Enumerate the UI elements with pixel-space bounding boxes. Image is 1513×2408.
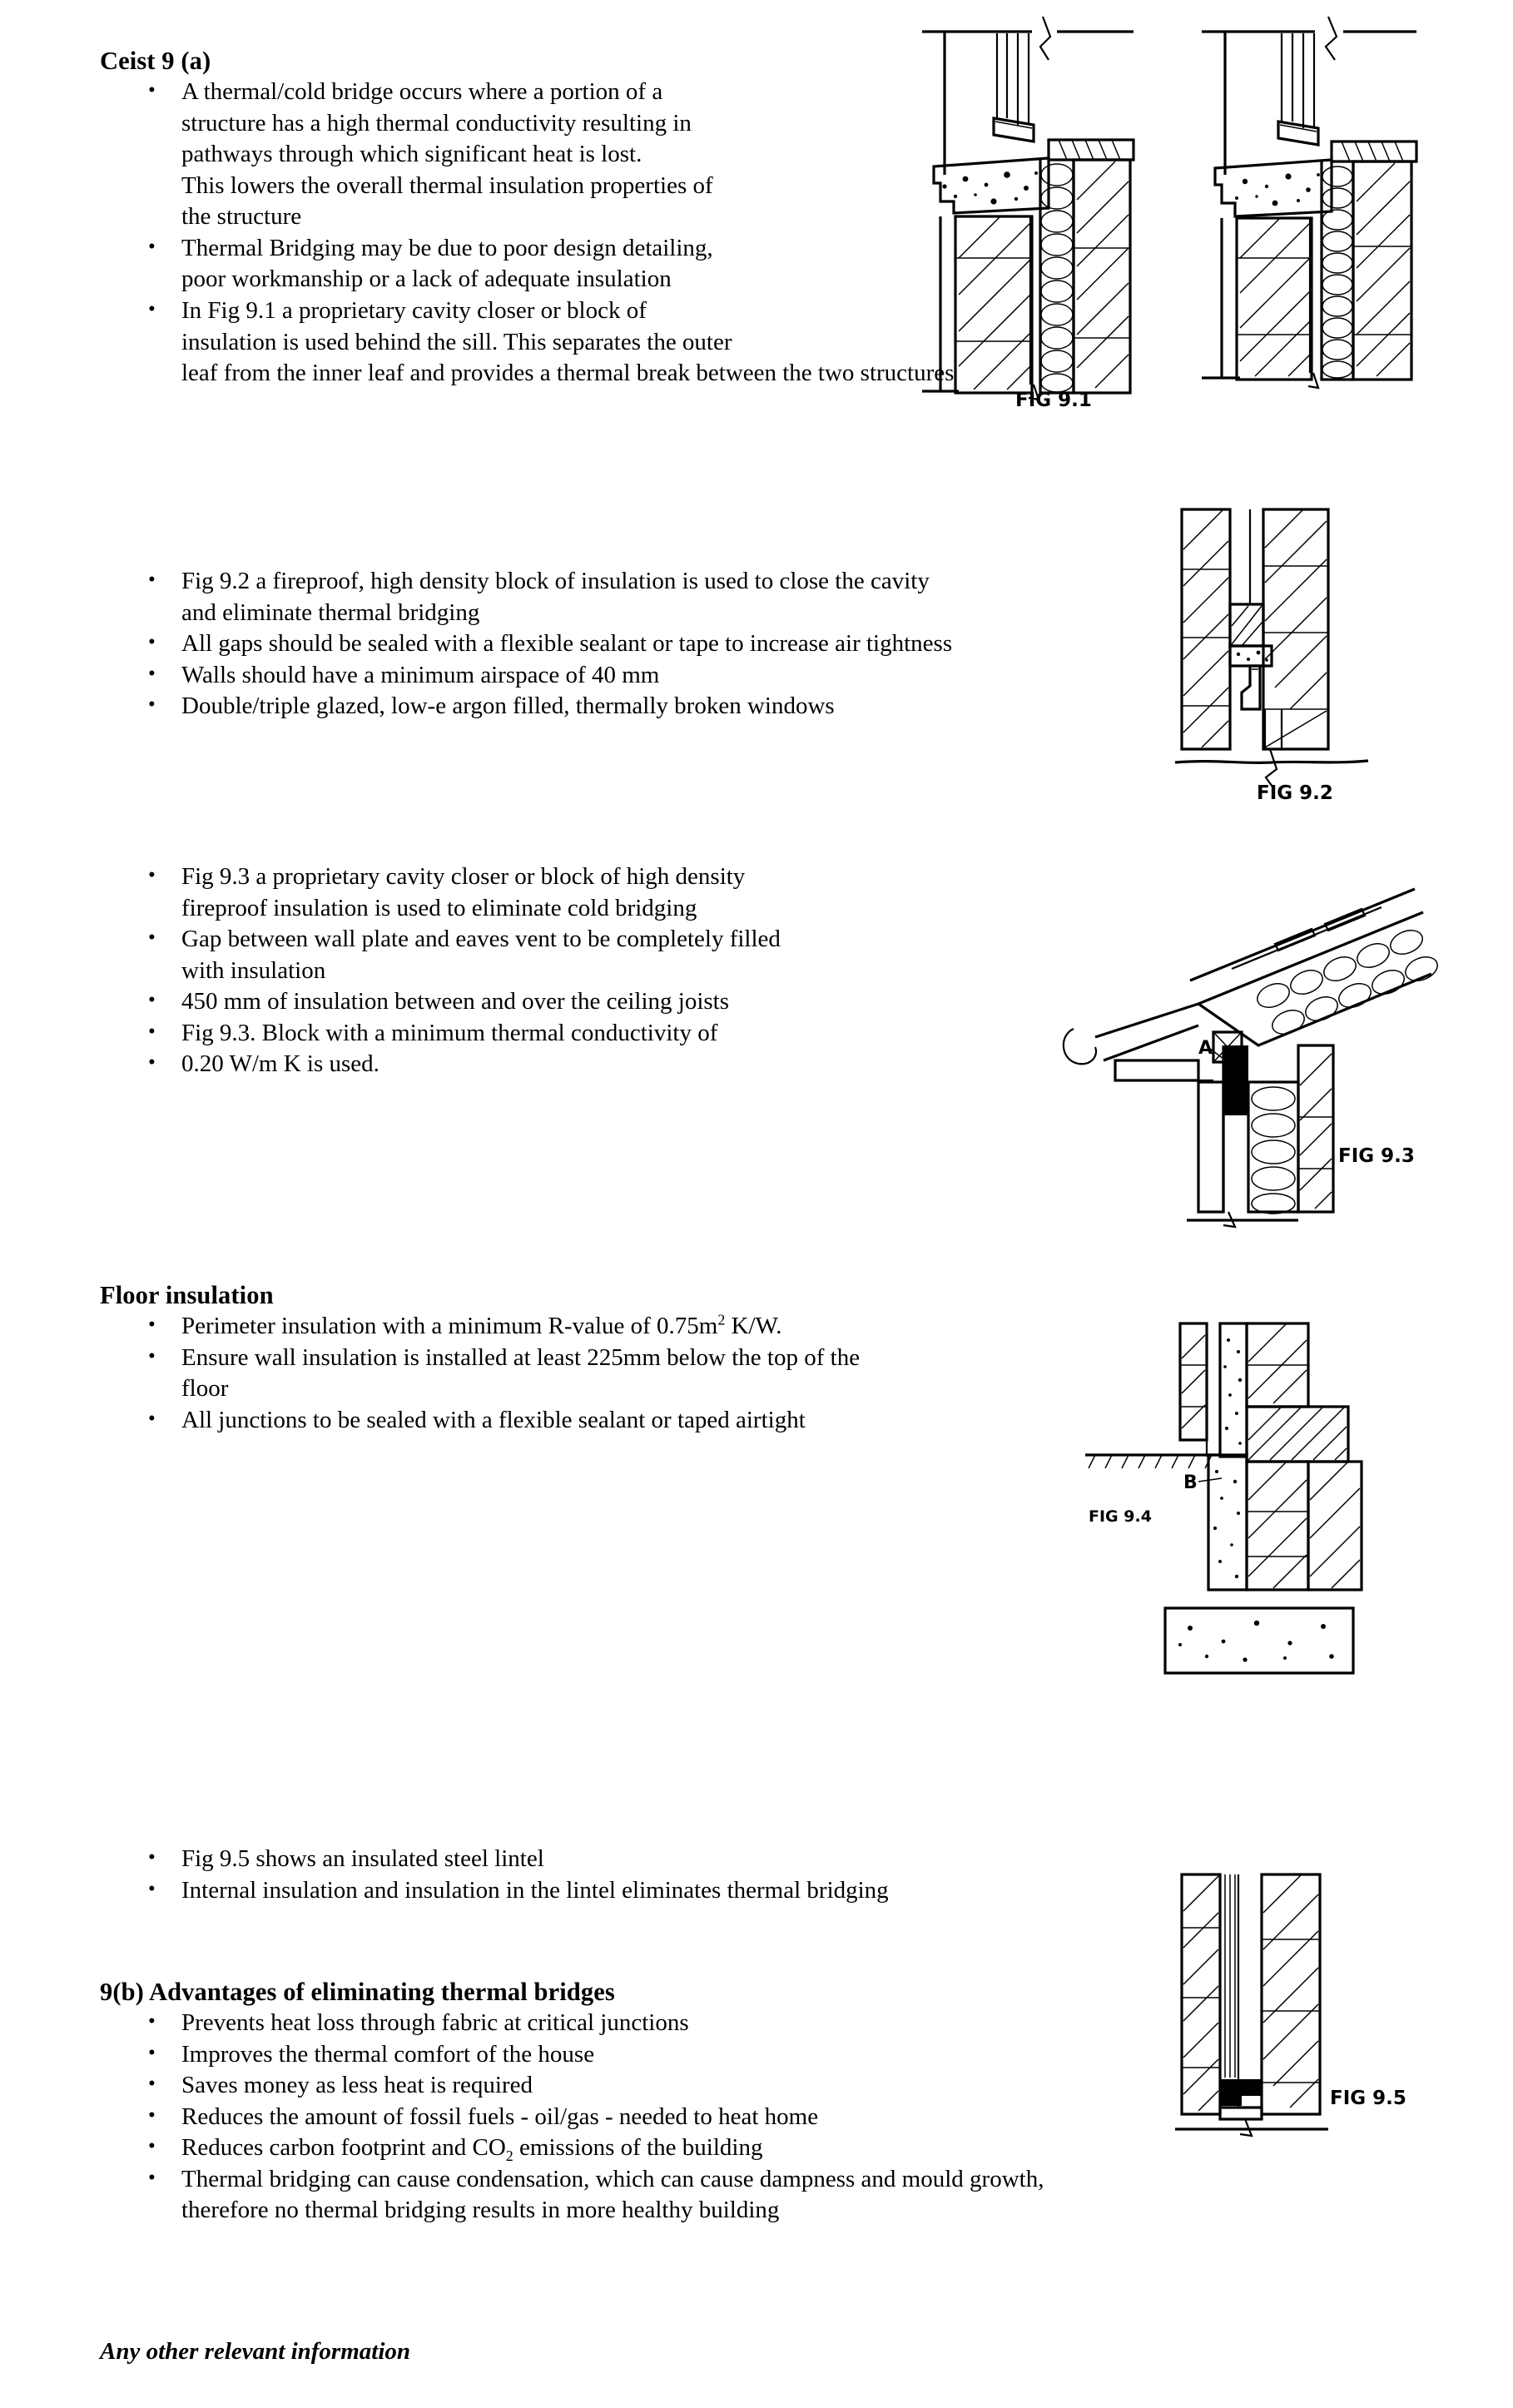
fig93-bullet-list xyxy=(100,861,1057,1080)
figure-9-4-annotation-b: B xyxy=(1183,1472,1198,1493)
section-floor-notes xyxy=(100,1311,1099,1436)
footer-note: Any other relevant information xyxy=(100,2338,411,2365)
section-fig95-notes xyxy=(100,1844,1099,1906)
list-item: • Improves the thermal comfort of the house xyxy=(100,2039,1265,2071)
list-item: • Perimeter insulation with a minimum R-value of $0.75m^2$ K/W. xyxy=(100,1311,1099,1343)
list-item: • Walls should have a minimum airspace of 40 mm xyxy=(100,660,1198,692)
floor-insulation-heading-wrap xyxy=(100,1280,1099,1311)
section-heading-advantages: 9(b) Advantages of eliminating thermal bridges xyxy=(100,1978,615,2006)
fig92-bullet-list xyxy=(100,566,1198,722)
list-item: • Gap between wall plate and eaves vent to be completely filled with insulation xyxy=(100,924,1057,986)
figure-9-3-label: FIG 9.3 xyxy=(1338,1145,1415,1167)
figure-9-4 xyxy=(1082,1315,1365,1681)
figure-9-4-label: FIG 9.4 xyxy=(1089,1507,1152,1526)
list-item: • Internal insulation and insulation in the lintel eliminates thermal bridging xyxy=(100,1875,1099,1907)
footer-note-wrap xyxy=(100,2337,932,2366)
list-item: • Fig 9.2 a fireproof, high density block of insulation is used to close the cavity and eliminate thermal bridging xyxy=(100,566,1198,628)
figure-9-3 xyxy=(949,882,1465,1232)
figure-9-1-right xyxy=(1190,8,1431,391)
figure-9-4-drawing xyxy=(1082,1315,1365,1681)
list-item: • Fig 9.3. Block with a minimum thermal conductivity of xyxy=(100,1018,1057,1050)
list-item: • Thermal Bridging may be due to poor design detailing, poor workmanship or a lack of adequate insulation xyxy=(100,233,1182,295)
list-item: • Reduces the amount of fossil fuels - oil/gas - needed to heat home xyxy=(100,2102,1265,2133)
list-item: • Ensure wall insulation is installed at least 225mm below the top of the floor xyxy=(100,1343,1099,1405)
figure-9-2 xyxy=(1165,499,1382,816)
figure-9-1-label: FIG 9.1 xyxy=(1015,390,1092,408)
section-fig92-notes xyxy=(100,566,1198,722)
list-item: • Fig 9.5 shows an insulated steel lintel xyxy=(100,1844,1099,1875)
fig95-bullet-list xyxy=(100,1844,1099,1906)
list-item: • Prevents heat loss through fabric at critical junctions xyxy=(100,2008,1265,2039)
list-item: • All junctions to be sealed with a flexible sealant or taped airtight xyxy=(100,1405,1099,1437)
advantages-bullet-list xyxy=(100,2008,1265,2227)
advantages-heading-wrap xyxy=(100,1977,1099,2008)
page-title: Ceist 9 (a) xyxy=(100,47,211,75)
list-item: • Double/triple glazed, low-e argon filled, thermally broken windows xyxy=(100,691,1198,722)
list-item: • A thermal/cold bridge occurs where a portion of a structure has a high thermal conductivity resulting in pathways through which significant heat is lost. This lowers the overall thermal insulation properties of the structure xyxy=(100,77,1182,233)
section-fig93-notes xyxy=(100,861,1057,1080)
list-item: • Thermal bridging can cause condensation, which can cause dampness and mould growth, therefore no thermal bridging results in more healthy building xyxy=(100,2164,1265,2227)
figure-9-3-annotation-a: A xyxy=(1198,1038,1213,1059)
list-item: • In Fig 9.1 a proprietary cavity closer or block of insulation is used behind the sill. This separates the outer leaf from the inner leaf and provides a thermal break between the two structures xyxy=(100,295,1182,390)
list-item: • Reduces carbon footprint and $CO_2$ emissions of the building xyxy=(100,2132,1265,2164)
list-item: • 450 mm of insulation between and over the ceiling joists xyxy=(100,986,1057,1018)
list-item: • Saves money as less heat is required xyxy=(100,2070,1265,2102)
figure-9-3-drawing xyxy=(949,882,1465,1232)
figure-9-1-left-drawing xyxy=(907,8,1157,408)
list-item: • Fig 9.3 a proprietary cavity closer or block of high density fireproof insulation is used to eliminate cold bridging xyxy=(100,861,1057,924)
figure-9-2-drawing xyxy=(1165,499,1382,816)
figure-9-1-left xyxy=(907,8,1157,408)
section-advantages-notes xyxy=(100,2008,1265,2227)
figure-9-5 xyxy=(1165,1864,1415,2147)
section-heading-floor-insulation: Floor insulation xyxy=(100,1281,274,1309)
figure-9-2-label: FIG 9.2 xyxy=(1257,782,1333,804)
list-item: • 0.20 W/m K is used. xyxy=(100,1049,1057,1080)
figure-9-1-right-drawing xyxy=(1190,8,1431,391)
list-item: • All gaps should be sealed with a flexible sealant or tape to increase air tightness xyxy=(100,628,1198,660)
figure-9-5-label: FIG 9.5 xyxy=(1330,2088,1406,2109)
floor-bullet-list xyxy=(100,1311,1099,1436)
figure-9-5-drawing xyxy=(1165,1864,1415,2147)
